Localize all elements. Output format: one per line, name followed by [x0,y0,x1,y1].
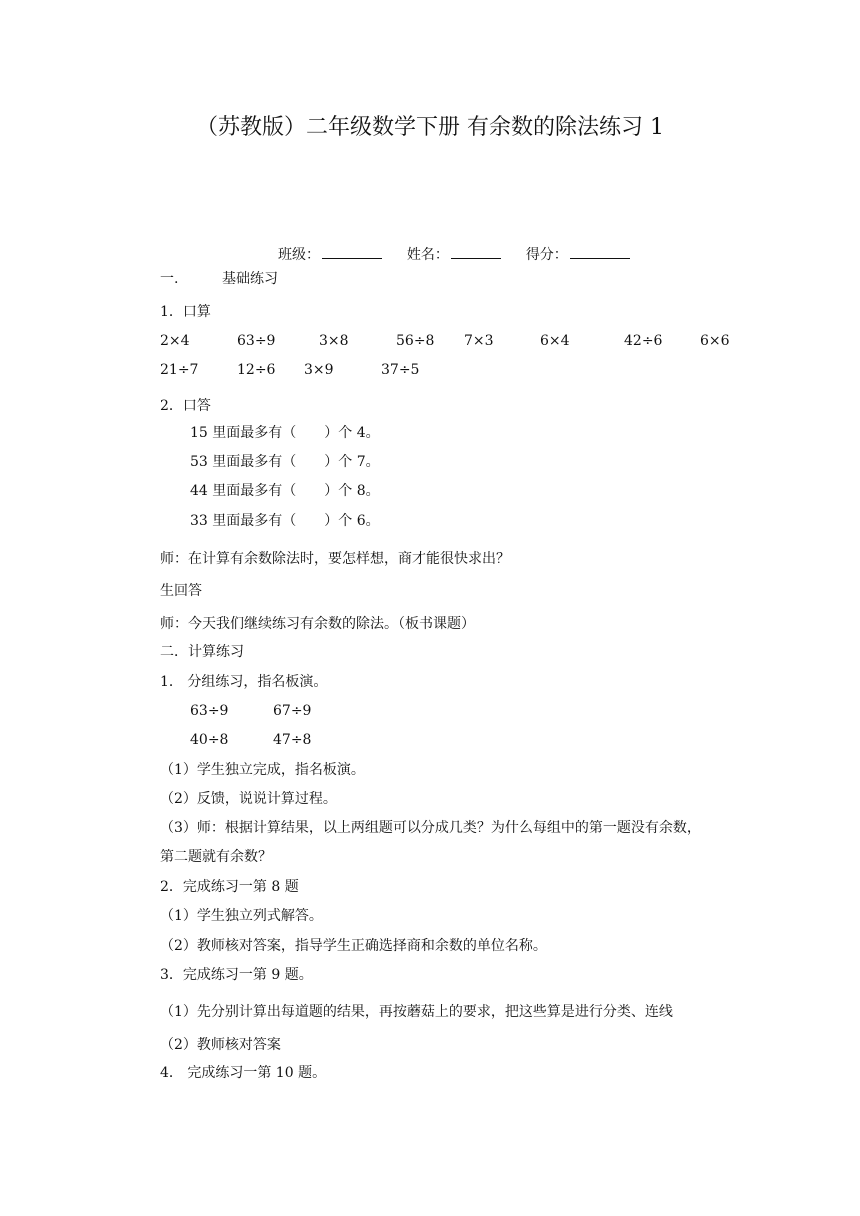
student-answer: 生回答 [160,583,202,599]
calc-item: 56÷8 [396,333,435,349]
sub-heading-oral-calc: 1．口算 [160,304,211,320]
exercise-item: 3．完成练习一第 9 题。 [160,967,313,983]
calc-item: 6×6 [700,333,730,349]
answer-line: 33 里面最多有（ ）个 6。 [190,513,380,529]
calc-item: 3×9 [304,362,334,378]
calc-item: 21÷7 [160,362,199,378]
name-label: 姓名： [406,247,449,263]
answer-line: 53 里面最多有（ ）个 7。 [190,454,380,470]
group-calc-item: 63÷9 [190,703,229,719]
calc-item: 37÷5 [381,362,420,378]
section1-heading: 基础练习 [222,271,278,287]
group-calc-item: 40÷8 [190,732,229,748]
score-blank[interactable] [570,244,630,259]
calc-item: 2×4 [160,333,190,349]
exercise-item: 4． 完成练习一第 10 题。 [160,1065,327,1081]
teacher-question: 师：在计算有余数除法时，要怎样想，商才能很快求出？ [160,551,510,567]
score-label: 得分： [525,247,568,263]
class-blank[interactable] [322,244,382,259]
answer-line: 44 里面最多有（ ）个 8。 [190,483,380,499]
calc-item: 63÷9 [237,333,276,349]
answer-line: 15 里面最多有（ ）个 4。 [190,425,380,441]
calc-item: 6×4 [540,333,570,349]
group-calc-item: 67÷9 [273,703,312,719]
group-calc-item: 47÷8 [273,732,312,748]
exercise-step: （2）反馈，说说计算过程。 [160,791,337,807]
teacher-intro: 师：今天我们继续练习有余数的除法。（板书课题） [160,616,475,632]
exercise-step: （1）先分别计算出每道题的结果，再按蘑菇上的要求，把这些算是进行分类、连线 [160,1004,673,1020]
exercise-item: 2．完成练习一第 8 题 [160,879,299,895]
name-blank[interactable] [451,244,501,259]
exercise-step: （2）教师核对答案，指导学生正确选择商和余数的单位名称。 [160,938,547,954]
section1-heading-num: 一. [160,271,179,287]
calc-item: 12÷6 [237,362,276,378]
exercise-step-continued: 第二题就有余数？ [160,849,272,865]
section2-heading: 二．计算练习 [160,644,244,660]
exercise-step: （1）学生独立列式解答。 [160,908,323,924]
document-title: （苏教版）二年级数学下册 有余数的除法练习 1 [196,115,664,140]
calc-item: 7×3 [464,333,494,349]
exercise-step: （1）学生独立完成，指名板演。 [160,762,365,778]
student-info-line [278,244,630,262]
exercise-step: （3）师：根据计算结果，以上两组题可以分成几类？为什么每组中的第一题没有余数， [160,820,701,836]
exercise-item: 1． 分组练习，指名板演。 [160,674,328,690]
calc-item: 42÷6 [624,333,663,349]
calc-item: 3×8 [319,333,349,349]
sub-heading-oral-answer: 2．口答 [160,398,211,414]
exercise-step: （2）教师核对答案 [160,1037,281,1053]
class-label: 班级： [278,247,320,263]
